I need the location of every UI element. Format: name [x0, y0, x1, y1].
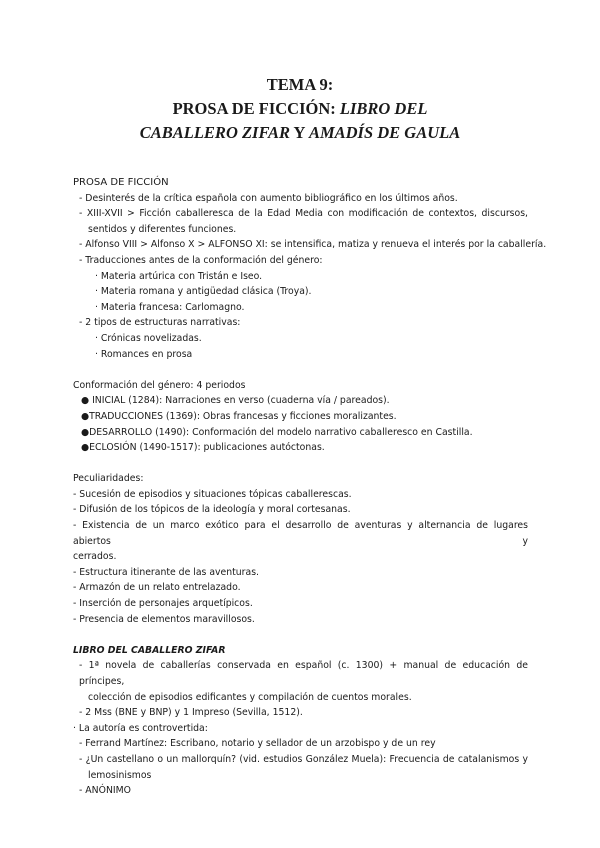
title-italic-text: LIBRO DEL [339, 99, 428, 118]
list-item: - 2 tipos de estructuras narrativas: [79, 317, 241, 329]
bullet-item: ●ECLOSIÓN (1490-1517): publicaciones autóctonas. [81, 442, 325, 454]
list-item-continuation: cerrados. [73, 551, 117, 563]
list-item: - Inserción de personajes arquetípicos. [73, 598, 253, 610]
list-item: - ANÓNIMO [79, 785, 131, 797]
document-body [73, 175, 547, 799]
list-item-continuation: colección de episodios edificantes y compilación de cuentos morales. [88, 691, 412, 703]
list-item: - Difusión de los tópicos de la ideología y moral cortesanas. [73, 504, 351, 516]
sub-list-item: · Crónicas novelizadas. [95, 332, 202, 344]
title-line-1 [0, 75, 600, 95]
section-heading-zifar: LIBRO DEL CABALLERO ZIFAR [73, 644, 226, 656]
list-item-continuation: sentidos y diferentes funciones. [88, 223, 237, 235]
title-italic-zifar: CABALLERO ZIFAR [139, 123, 290, 142]
list-item: - Desinterés de la crítica española con aumento bibliográfico en los últimos años. [79, 192, 458, 204]
title-conjunction: Y [289, 123, 309, 142]
list-item: - Ferrand Martínez: Escribano, notario y sellador de un arzobispo y de un rey [79, 738, 436, 750]
spacer [73, 362, 528, 378]
list-item: - Existencia de un marco exótico para el desarrollo de aventuras y alternancia de lugares abiertos y [73, 520, 528, 547]
bullet-item: ● INICIAL (1284): Narraciones en verso (cuaderna vía / pareados). [81, 395, 390, 407]
list-item: - Presencia de elementos maravillosos. [73, 613, 255, 625]
list-item: - Estructura itinerante de las aventuras. [73, 566, 259, 578]
spacer [73, 627, 528, 643]
title-text: PROSA DE FICCIÓN: [172, 99, 340, 118]
bullet-item: ●TRADUCCIONES (1369): Obras francesas y ficciones moralizantes. [81, 410, 397, 422]
list-item: - Sucesión de episodios y situaciones tópicas caballerescas. [73, 488, 352, 500]
bullet-item: ●DESARROLLO (1490): Conformación del modelo narrativo caballeresco en Castilla. [81, 426, 473, 438]
section-heading-peculiaridades: Peculiaridades: [73, 473, 144, 485]
list-item: - Traducciones antes de la conformación del género: [79, 254, 323, 266]
title-number: TEMA 9: [266, 75, 334, 94]
sub-list-item: · Materia francesa: Carlomagno. [95, 301, 245, 313]
title-italic-amadis: AMADÍS DE GAULA [308, 123, 461, 142]
list-item: - Armazón de un relato entrelazado. [73, 582, 241, 594]
sub-list-item: · Materia artúrica con Tristán e Iseo. [95, 270, 263, 282]
list-item: - 1ª novela de caballerías conservada en español (c. 1300) + manual de educación de príncipes, [79, 660, 528, 687]
sub-list-item: · Romances en prosa [95, 348, 193, 360]
spacer [73, 456, 528, 472]
list-item-continuation: lemosinismos [88, 769, 152, 781]
list-item: - ¿Un castellano o un mallorquín? (vid. estudios González Muela): Frecuencia de catalanismos y [79, 753, 528, 765]
section-heading-prosa: PROSA DE FICCIÓN [73, 177, 169, 188]
title-line-2 [0, 99, 600, 119]
list-item: - Alfonso VIII > Alfonso X > ALFONSO XI: se intensifica, matiza y renueva el interés por la caballería. [79, 239, 547, 251]
sub-list-item: · Materia romana y antigüedad clásica (Troya). [95, 286, 312, 298]
list-item: - XIII-XVII > Ficción caballeresca de la Edad Media con modificación de contextos, discursos, [79, 208, 528, 220]
list-item: · La autoría es controvertida: [73, 722, 208, 734]
list-item: - 2 Mss (BNE y BNP) y 1 Impreso (Sevilla, 1512). [79, 707, 303, 719]
title-line-3 [0, 123, 600, 143]
section-heading-periodos: Conformación del género: 4 periodos [73, 379, 246, 391]
